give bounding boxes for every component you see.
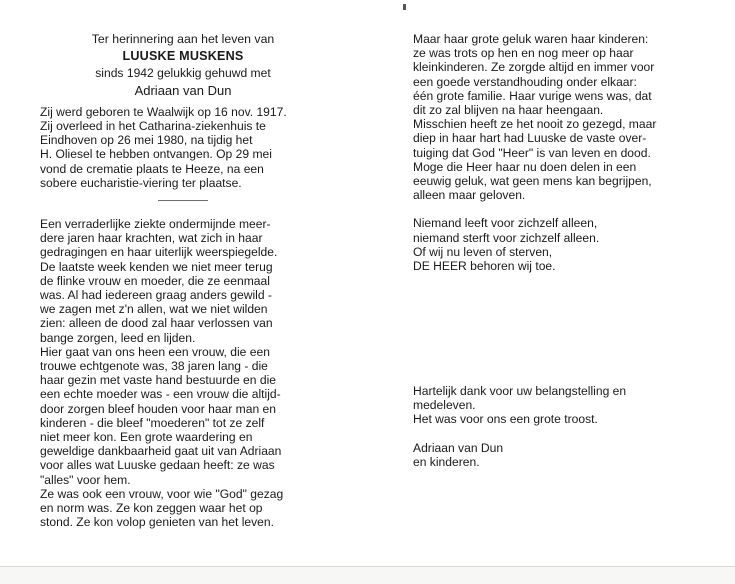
- right-panel: [413, 32, 688, 273]
- text-line: één grote familie. Haar vurige wens was, dat: [413, 88, 652, 103]
- text-line: kinderen - die bleef "moederen" tot ze zelf: [40, 415, 265, 430]
- poem-line: Of wij nu leven of sterven,: [413, 244, 553, 259]
- text-line: door zorgen bleef houden voor haar man en: [40, 401, 276, 416]
- text-line: Ze was ook een vrouw, voor wie "God" gezag: [40, 486, 284, 501]
- thanks-line: medeleven.: [413, 398, 476, 413]
- married-line: sinds 1942 gelukkig gehuwd met: [95, 66, 271, 81]
- left-panel: [40, 32, 326, 530]
- poem-line: DE HEER behoren wij toe.: [413, 259, 556, 274]
- text-line: geweldige dankbaarheid gaat uit van Adriaan: [40, 444, 282, 459]
- text-line: tuiging dat God "Heer" is van leven en dood.: [413, 145, 651, 160]
- bio-paragraph: [40, 105, 326, 190]
- text-line: we zagen met z'n allen, wat we niet wilden: [40, 302, 268, 317]
- family-text: [413, 32, 688, 202]
- text-line: een goede verstandhouding onder elkaar:: [413, 74, 637, 89]
- bio-line: sobere eucharistie-viering ter plaatse.: [40, 175, 242, 190]
- text-line: was. Al had iedereen graag anders gewild -: [40, 288, 272, 303]
- text-line: "alles" voor hem.: [40, 472, 131, 487]
- text-line: dit zo zal blijven na haar heengaan.: [413, 103, 604, 118]
- bio-line: Eindhoven op 26 mei 1980, na tijdig het: [40, 133, 253, 148]
- text-line: alleen maar geloven.: [413, 188, 526, 203]
- text-line: de flinke vrouw en moeder, die ze eenmaal: [40, 273, 270, 288]
- text-line: Maar haar grote geluk waren haar kinderen:: [413, 32, 649, 46]
- section-divider: [158, 200, 208, 201]
- poem-line: niemand sterft voor zichzelf alleen.: [413, 230, 600, 245]
- thanks-text: [413, 384, 688, 427]
- fold-mark: [403, 4, 406, 10]
- text-line: Een verraderlijke ziekte ondermijnde meer-: [40, 217, 271, 232]
- text-line: diep in haar hart had Luuske de vaste over-: [413, 131, 647, 146]
- bio-line: Zij werd geboren te Waalwijk op 16 nov. 1917.: [40, 104, 287, 119]
- text-line: niet meer kon. Een grote waardering en: [40, 430, 253, 445]
- bio-line: vond de crematie plaats te Heeze, na een: [40, 161, 264, 176]
- spouse-name: Adriaan van Dun: [134, 82, 232, 98]
- text-line: stond. Ze kon volop genieten van het leven.: [40, 515, 274, 530]
- thanks-line: Het was voor ons een grote troost.: [413, 412, 598, 427]
- text-line: Misschien heeft ze het nooit zo gezegd, maar: [413, 117, 657, 132]
- signature: [413, 441, 688, 469]
- card-bottom-edge: [0, 566, 735, 584]
- text-line: eeuwig geluk, wat geen mens kan begrijpen,: [413, 174, 652, 189]
- text-line: en norm was. Ze kon zeggen waar het op: [40, 501, 263, 516]
- thanks-line: Hartelijk dank voor uw belangstelling en: [413, 384, 627, 398]
- text-line: zien: alleen de dood zal haar verlossen van: [40, 316, 273, 331]
- text-line: trouwe echtgenote was, 38 jaren lang - die: [40, 359, 268, 374]
- text-line: Moge die Heer haar nu doen delen in een: [413, 159, 637, 174]
- bio-line: H. Oliesel te hebben ontvangen. Op 29 mei: [40, 147, 272, 162]
- text-line: bange zorgen, leed en lijden.: [40, 330, 196, 345]
- poem: [413, 216, 688, 273]
- tribute-text: [40, 217, 326, 529]
- deceased-name: LUUSKE MUSKENS: [122, 49, 244, 64]
- signature-line: en kinderen.: [413, 454, 480, 469]
- text-line: Hier gaat van ons heen een vrouw, die een: [40, 344, 270, 359]
- text-line: gedragingen en haar uiterlijk weerspiegelde.: [40, 245, 278, 260]
- text-line: ze was trots op hen en nog meer op haar: [413, 46, 634, 61]
- text-line: De laatste week kenden we niet meer terug: [40, 259, 273, 274]
- text-line: voor alles wat Luuske gedaan heeft: ze was: [40, 458, 275, 473]
- text-line: een echte moeder was - een vrouw die altijd-: [40, 387, 281, 402]
- text-line: haar gezin met vaste hand bestuurde en die: [40, 373, 276, 388]
- bio-line: Zij overleed in het Catharina-ziekenhuis te: [40, 119, 266, 134]
- signature-line: Adriaan van Dun: [413, 440, 504, 455]
- memorial-heading: Ter herinnering aan het leven van: [91, 32, 275, 46]
- text-line: dere jaren haar krachten, wat zich in haar: [40, 231, 263, 246]
- thanks-block: [413, 384, 688, 469]
- text-line: kleinkinderen. Ze zorgde altijd en immer voor: [413, 60, 655, 75]
- poem-line: Niemand leeft voor zichzelf alleen,: [413, 216, 598, 231]
